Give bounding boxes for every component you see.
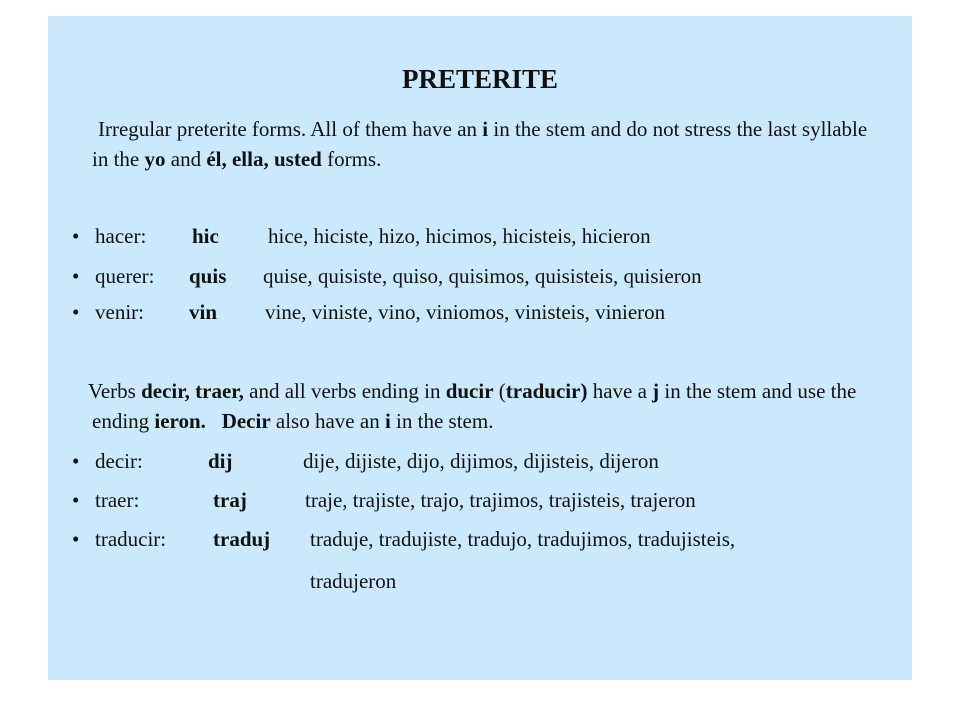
note-bold-2: ducir	[445, 379, 494, 403]
verb-stem: dij	[208, 449, 233, 473]
verb-label: traducir:	[95, 527, 167, 551]
slide	[48, 16, 912, 680]
bullet-icon: •	[72, 264, 80, 288]
note-bold-6: Decir	[221, 409, 271, 433]
intro-text-3: and	[165, 147, 207, 171]
note-bold-7: i	[384, 409, 391, 433]
verb-forms: hice, hiciste, hizo, hicimos, hicisteis, hicieron	[268, 224, 651, 248]
note-bold-5: ieron.	[154, 409, 206, 433]
verb-label: traer:	[95, 488, 140, 512]
note-bold-3: traducir)	[505, 379, 588, 403]
note-text-8: in the stem.	[390, 409, 494, 433]
verb-forms-continuation: tradujeron	[310, 569, 397, 593]
verb-forms: vine, viniste, vino, viniomos, vinisteis, vinieron	[265, 300, 666, 324]
note-text-5: in the stem and use the ending	[92, 379, 857, 433]
verb-forms: traje, trajiste, trajo, trajimos, trajisteis, trajeron	[305, 488, 696, 512]
note-text-6	[206, 409, 222, 433]
note-text-3: (	[493, 379, 506, 403]
intro-bold-3: él, ella, usted	[206, 147, 322, 171]
bullet-icon: •	[72, 224, 80, 248]
slide-title: PRETERITE	[401, 64, 559, 94]
note-text-7: also have an	[270, 409, 385, 433]
intro-paragraph	[92, 114, 882, 174]
verb-label: decir:	[95, 449, 143, 473]
note-bold-1: decir, traer,	[141, 379, 244, 403]
note-text-2: and all verbs ending in	[243, 379, 446, 403]
verb-stem: hic	[192, 224, 219, 248]
bullet-icon: •	[72, 488, 80, 512]
note-paragraph	[88, 376, 882, 436]
intro-text-2: in the stem and do not stress the last syllable in the	[92, 117, 868, 171]
verb-stem: traduj	[213, 527, 271, 551]
verb-label: querer:	[95, 264, 155, 288]
intro-text-1: Irregular preterite forms. All of them have an	[98, 117, 483, 141]
intro-bold-1: i	[482, 117, 489, 141]
verb-stem: quis	[189, 264, 227, 288]
intro-text-4: forms.	[321, 147, 382, 171]
bullet-icon: •	[72, 449, 80, 473]
verb-stem: vin	[189, 300, 218, 324]
note-bold-4: j	[652, 379, 660, 403]
note-text-4: have a	[587, 379, 653, 403]
note-text-1: Verbs	[88, 379, 142, 403]
intro-bold-2: yo	[144, 147, 166, 171]
verb-stem: traj	[213, 488, 247, 512]
verb-label: hacer:	[95, 224, 147, 248]
verb-forms: traduje, tradujiste, tradujo, tradujimos, tradujisteis,	[310, 527, 736, 551]
verb-forms: quise, quisiste, quiso, quisimos, quisisteis, quisieron	[263, 264, 702, 288]
bullet-icon: •	[72, 527, 80, 551]
bullet-icon: •	[72, 300, 80, 324]
verb-forms: dije, dijiste, dijo, dijimos, dijisteis, dijeron	[303, 449, 659, 473]
verb-label: venir:	[95, 300, 144, 324]
